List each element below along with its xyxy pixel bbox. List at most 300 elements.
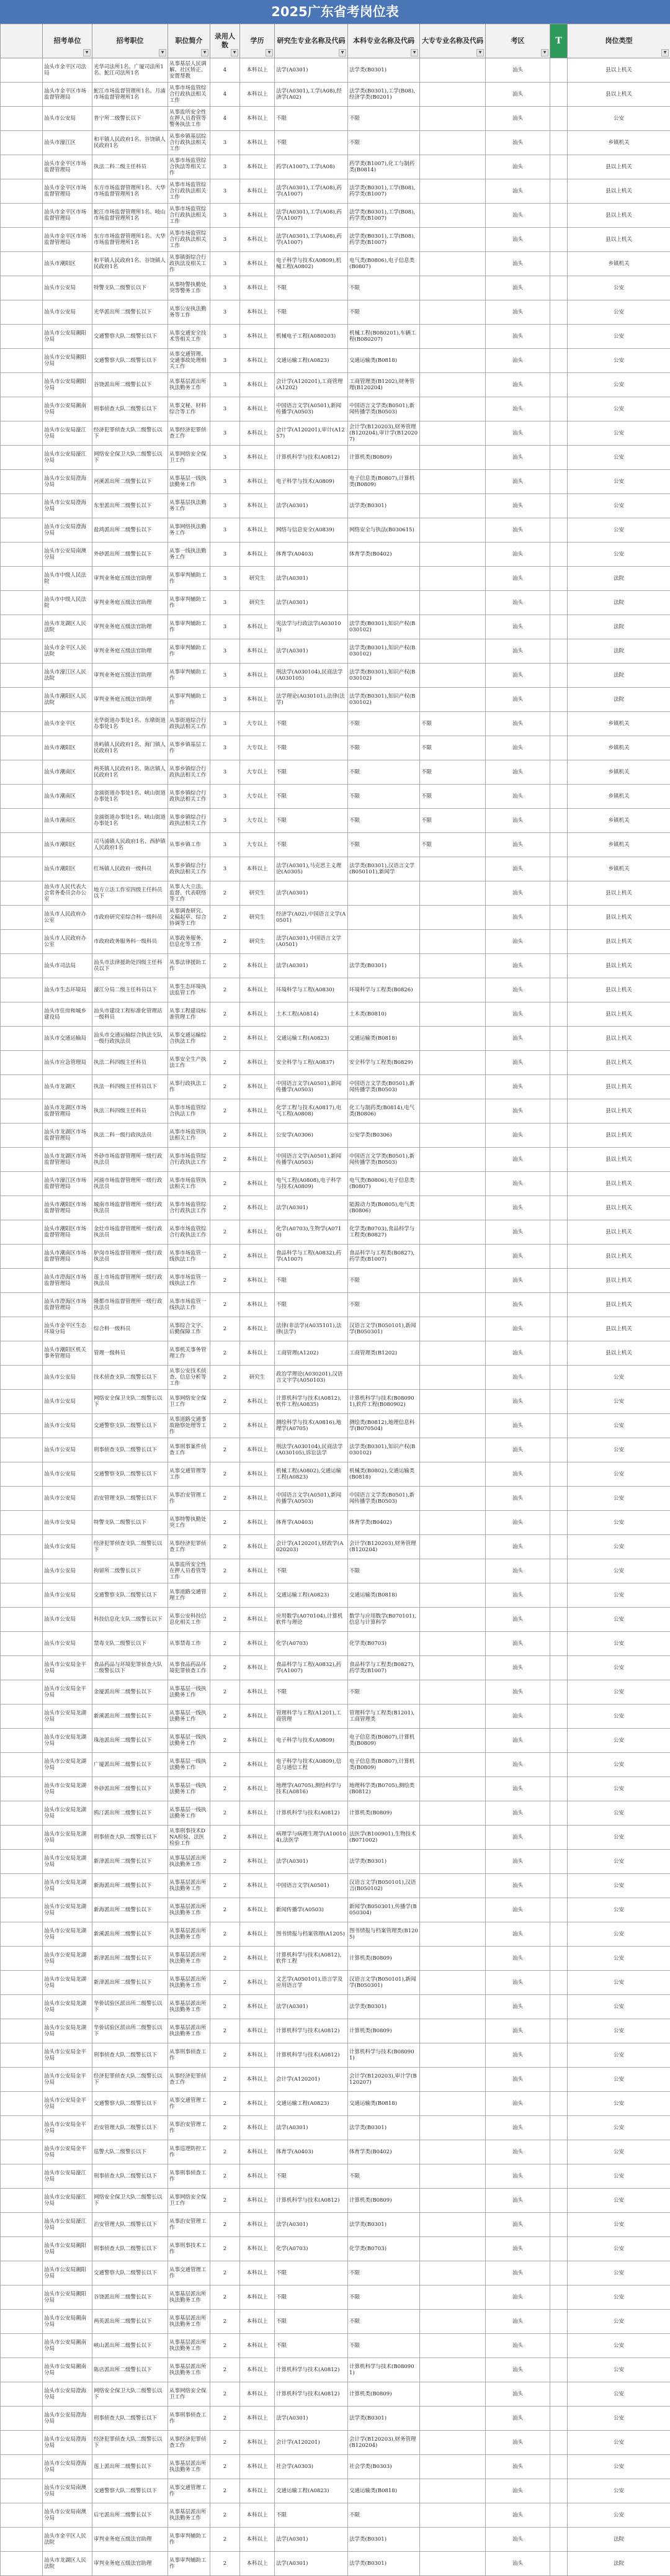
description-cell[interactable]: 从事审判辅助工作	[168, 664, 210, 688]
post-type-cell[interactable]: 公安	[568, 2237, 670, 2261]
col-header-count[interactable]	[210, 24, 240, 58]
education-cell[interactable]: 本科以上	[240, 1317, 275, 1341]
education-cell[interactable]: 本科以上	[240, 1414, 275, 1438]
education-cell[interactable]: 本科以上	[240, 2189, 275, 2213]
college-major-cell[interactable]	[420, 2431, 486, 2455]
unit-cell[interactable]: 汕头市金平区市场监督管理局	[43, 83, 92, 107]
education-cell[interactable]: 本科以上	[240, 1341, 275, 1366]
count-cell[interactable]: 3	[210, 736, 240, 760]
table-row[interactable]	[1, 325, 670, 349]
post-type-cell[interactable]: 公安	[568, 2503, 670, 2528]
education-cell[interactable]: 大专以上	[240, 833, 275, 857]
count-cell[interactable]: 2	[210, 2261, 240, 2286]
education-cell[interactable]: 本科以上	[240, 857, 275, 881]
position-cell[interactable]: 东里派出所二级警长以下	[92, 494, 168, 518]
grad-major-cell[interactable]: 图书情报与档案管理(A1205)	[275, 1922, 348, 1947]
unit-cell[interactable]: 汕头市澄海区市场监督管理局	[43, 1269, 92, 1293]
undergrad-major-cell[interactable]: 公安学类(B0306)	[348, 1124, 420, 1148]
position-cell[interactable]: 特警支队二级警长以下	[92, 1511, 168, 1535]
undergrad-major-cell[interactable]: 法学类(B0301)	[348, 494, 420, 518]
education-cell[interactable]: 本科以上	[240, 83, 275, 107]
college-major-cell[interactable]	[420, 2455, 486, 2479]
description-cell[interactable]: 从事基层人民调解、社区矫正、安置帮教	[168, 58, 210, 83]
undergrad-major-cell[interactable]: 法学类(B0301),知识产权(B030102)	[348, 664, 420, 688]
post-type-cell[interactable]: 公安	[568, 1971, 670, 1995]
education-cell[interactable]: 研究生	[240, 567, 275, 591]
count-cell[interactable]: 2	[210, 2286, 240, 2310]
table-row[interactable]	[1, 857, 670, 881]
unit-cell[interactable]: 汕头市公安局潮南分局	[43, 397, 92, 421]
undergrad-major-cell[interactable]: 不限	[348, 300, 420, 325]
grad-major-cell[interactable]: 会计学(A120201),审计(A1257)	[275, 421, 348, 446]
description-cell[interactable]: 从事市场监管一线执法工作	[168, 1293, 210, 1317]
grad-major-cell[interactable]: 中国语言文学(A0501),新闻传播学(A0503)	[275, 397, 348, 421]
college-major-cell[interactable]	[420, 1656, 486, 1680]
post-type-cell[interactable]: 公安	[568, 1366, 670, 1390]
exam-area-cell[interactable]: 汕头	[486, 397, 550, 421]
undergrad-major-cell[interactable]: 中国语言文学类(B0501),新闻传播学类(B0503)	[348, 1148, 420, 1172]
filter-cell[interactable]	[550, 1947, 568, 1971]
position-cell[interactable]: 网络安全保卫支队二级警长以下	[92, 1390, 168, 1414]
count-cell[interactable]: 2	[210, 1632, 240, 1656]
filter-cell[interactable]	[550, 2310, 568, 2334]
exam-area-cell[interactable]: 汕头	[486, 1148, 550, 1172]
position-cell[interactable]: 新溪派出所二级警长以下	[92, 1922, 168, 1947]
filter-cell[interactable]	[550, 2334, 568, 2358]
unit-cell[interactable]: 汕头市公安局龙湖分局	[43, 1922, 92, 1947]
table-row[interactable]	[1, 2382, 670, 2407]
post-type-cell[interactable]: 法院	[568, 2528, 670, 2552]
exam-area-cell[interactable]: 汕头	[486, 1826, 550, 1850]
description-cell[interactable]: 从事刑事技术工作	[168, 2237, 210, 2261]
position-cell[interactable]: 市政府研究室综合科一级科员	[92, 906, 168, 930]
filter-cell[interactable]	[550, 1438, 568, 1462]
education-cell[interactable]: 本科以上	[240, 349, 275, 373]
table-row[interactable]	[1, 2019, 670, 2043]
education-cell[interactable]: 本科以上	[240, 2455, 275, 2479]
table-row[interactable]	[1, 2407, 670, 2431]
grad-major-cell[interactable]: 法学理论(A030101),法律(法学)	[275, 688, 348, 712]
post-type-cell[interactable]: 公安	[568, 2068, 670, 2092]
grad-major-cell[interactable]: 不限	[275, 107, 348, 131]
exam-area-cell[interactable]: 汕头	[486, 1099, 550, 1124]
table-row[interactable]	[1, 300, 670, 325]
filter-cell[interactable]	[550, 760, 568, 785]
exam-area-cell[interactable]: 汕头	[486, 930, 550, 954]
description-cell[interactable]: 从事基层派出所执法勤务工作	[168, 1922, 210, 1947]
unit-cell[interactable]: 汕头市公安局澄海分局	[43, 2382, 92, 2407]
count-cell[interactable]: 3	[210, 325, 240, 349]
unit-cell[interactable]: 汕头市公安局潮阳分局	[43, 2286, 92, 2310]
college-major-cell[interactable]	[420, 1898, 486, 1922]
filter-cell[interactable]	[550, 591, 568, 615]
college-major-cell[interactable]	[420, 1099, 486, 1124]
college-major-cell[interactable]	[420, 204, 486, 228]
education-cell[interactable]: 本科以上	[240, 494, 275, 518]
college-major-cell[interactable]: 不限	[420, 809, 486, 833]
post-type-cell[interactable]: 公安	[568, 2092, 670, 2116]
post-type-cell[interactable]: 公安	[568, 2407, 670, 2431]
table-row[interactable]	[1, 494, 670, 518]
college-major-cell[interactable]	[420, 1487, 486, 1511]
table-row[interactable]	[1, 155, 670, 179]
unit-cell[interactable]: 汕头市潮阳区	[43, 252, 92, 276]
table-row[interactable]	[1, 1366, 670, 1390]
exam-area-cell[interactable]: 汕头	[486, 809, 550, 833]
exam-area-cell[interactable]: 汕头	[486, 2334, 550, 2358]
undergrad-major-cell[interactable]: 法学类(B0301)	[348, 2528, 420, 2552]
college-major-cell[interactable]	[420, 930, 486, 954]
exam-area-cell[interactable]: 汕头	[486, 664, 550, 688]
grad-major-cell[interactable]: 计算机科学与技术(A0812)	[275, 2358, 348, 2382]
unit-cell[interactable]: 汕头市交通运输局	[43, 1027, 92, 1051]
unit-cell[interactable]: 汕头市金平区司法局	[43, 58, 92, 83]
count-cell[interactable]: 3	[210, 470, 240, 494]
exam-area-cell[interactable]: 汕头	[486, 1390, 550, 1414]
post-type-cell[interactable]: 公安	[568, 2382, 670, 2407]
grad-major-cell[interactable]: 工商管理(A1202)	[275, 1341, 348, 1366]
filter-cell[interactable]	[550, 1317, 568, 1341]
count-cell[interactable]: 2	[210, 1051, 240, 1075]
filter-dropdown-icon[interactable]: ▼	[661, 49, 669, 56]
description-cell[interactable]: 从事基层派出所执法勤务工作	[168, 2310, 210, 2334]
exam-area-cell[interactable]: 汕头	[486, 2068, 550, 2092]
post-type-cell[interactable]: 县以上机关	[568, 1148, 670, 1172]
count-cell[interactable]: 3	[210, 276, 240, 300]
undergrad-major-cell[interactable]: 不限	[348, 131, 420, 155]
position-cell[interactable]: 执法二科四级主任科员	[92, 1051, 168, 1075]
table-row[interactable]	[1, 349, 670, 373]
grad-major-cell[interactable]: 不限	[275, 1680, 348, 1705]
college-major-cell[interactable]	[420, 978, 486, 1002]
undergrad-major-cell[interactable]: 计算机类(B0809)	[348, 1801, 420, 1826]
college-major-cell[interactable]	[420, 2310, 486, 2334]
count-cell[interactable]: 2	[210, 978, 240, 1002]
description-cell[interactable]: 从事法律援助工作	[168, 954, 210, 978]
position-cell[interactable]: 执法三科四级主任科员	[92, 1099, 168, 1124]
education-cell[interactable]: 本科以上	[240, 2358, 275, 2382]
filter-dropdown-icon[interactable]: ▼	[231, 49, 238, 56]
post-type-cell[interactable]: 县以上机关	[568, 1051, 670, 1075]
description-cell[interactable]: 从事市场监管综合行政执法相关工作	[168, 204, 210, 228]
table-row[interactable]	[1, 1826, 670, 1850]
undergrad-major-cell[interactable]: 环境科学与工程类(B0826)	[348, 978, 420, 1002]
unit-cell[interactable]: 汕头市公安局澄海分局	[43, 2407, 92, 2431]
education-cell[interactable]: 本科以上	[240, 1898, 275, 1922]
post-type-cell[interactable]: 县以上机关	[568, 1317, 670, 1341]
exam-area-cell[interactable]: 汕头	[486, 1753, 550, 1777]
college-major-cell[interactable]	[420, 1826, 486, 1850]
filter-cell[interactable]	[550, 1172, 568, 1196]
post-type-cell[interactable]: 公安	[568, 1850, 670, 1874]
education-cell[interactable]: 本科以上	[240, 1608, 275, 1632]
description-cell[interactable]: 从事市场监管一线执法工作	[168, 1269, 210, 1293]
description-cell[interactable]: 从事乡镇基层工作	[168, 736, 210, 760]
count-cell[interactable]: 2	[210, 2237, 240, 2261]
table-row[interactable]	[1, 930, 670, 954]
post-type-cell[interactable]: 县以上机关	[568, 954, 670, 978]
college-major-cell[interactable]	[420, 228, 486, 252]
description-cell[interactable]: 从事政务服务、信息化等工作	[168, 930, 210, 954]
filter-cell[interactable]	[550, 2552, 568, 2576]
filter-cell[interactable]	[550, 397, 568, 421]
post-type-cell[interactable]: 公安	[568, 1995, 670, 2019]
exam-area-cell[interactable]: 汕头	[486, 446, 550, 470]
education-cell[interactable]: 本科以上	[240, 470, 275, 494]
college-major-cell[interactable]	[420, 107, 486, 131]
unit-cell[interactable]: 汕头市公安局澄海分局	[43, 2431, 92, 2455]
position-cell[interactable]: 东方市场监督管理所1名、大华市场监督管理所1名	[92, 228, 168, 252]
grad-major-cell[interactable]: 公安学(A0306)	[275, 1124, 348, 1148]
undergrad-major-cell[interactable]	[348, 930, 420, 954]
description-cell[interactable]: 从事乡镇综合行政执法相关工作	[168, 785, 210, 809]
position-cell[interactable]: 治安管理大队二级警长以下	[92, 2213, 168, 2237]
undergrad-major-cell[interactable]: 不限	[348, 2164, 420, 2189]
exam-area-cell[interactable]: 汕头	[486, 688, 550, 712]
count-cell[interactable]: 3	[210, 446, 240, 470]
table-row[interactable]	[1, 978, 670, 1002]
education-cell[interactable]: 大专以上	[240, 712, 275, 736]
position-cell[interactable]: 特警支队二级警长以下	[92, 276, 168, 300]
count-cell[interactable]: 3	[210, 785, 240, 809]
education-cell[interactable]: 本科以上	[240, 1995, 275, 2019]
college-major-cell[interactable]	[420, 2189, 486, 2213]
filter-cell[interactable]	[550, 446, 568, 470]
description-cell[interactable]: 从事基层一线执法勤务工作	[168, 1777, 210, 1801]
post-type-cell[interactable]: 公安	[568, 373, 670, 397]
grad-major-cell[interactable]: 管理科学与工程(A1201),工商管理	[275, 1705, 348, 1729]
position-cell[interactable]: 交通警察大队二级警长以下	[92, 325, 168, 349]
unit-cell[interactable]: 汕头市公安局澄海分局	[43, 518, 92, 543]
grad-major-cell[interactable]: 不限	[275, 833, 348, 857]
unit-cell[interactable]: 汕头市龙湖区市场监督管理局	[43, 1148, 92, 1172]
college-major-cell[interactable]	[420, 2552, 486, 2576]
position-cell[interactable]: 综合科一级科员	[92, 1317, 168, 1341]
grad-major-cell[interactable]: 不限	[275, 2164, 348, 2189]
unit-cell[interactable]: 汕头市公安局	[43, 1632, 92, 1656]
exam-area-cell[interactable]: 汕头	[486, 2189, 550, 2213]
education-cell[interactable]: 本科以上	[240, 2092, 275, 2116]
undergrad-major-cell[interactable]: 法学类(B0301),知识产权(B030102)	[348, 1438, 420, 1462]
post-type-cell[interactable]: 乡镇机关	[568, 857, 670, 881]
college-major-cell[interactable]	[420, 1293, 486, 1317]
education-cell[interactable]: 本科以上	[240, 300, 275, 325]
filter-cell[interactable]	[550, 1559, 568, 1583]
position-cell[interactable]: 外砂市场监督管理所一级行政执法员	[92, 1148, 168, 1172]
position-cell[interactable]: 汕头市法律援助处四级主任科员以下	[92, 954, 168, 978]
unit-cell[interactable]: 汕头市濠江区市场监督管理局	[43, 1172, 92, 1196]
count-cell[interactable]: 2	[210, 2431, 240, 2455]
filter-cell[interactable]	[550, 1874, 568, 1898]
table-row[interactable]	[1, 2334, 670, 2358]
count-cell[interactable]: 4	[210, 83, 240, 107]
unit-cell[interactable]: 汕头市公安局龙湖分局	[43, 1705, 92, 1729]
college-major-cell[interactable]	[420, 1632, 486, 1656]
position-cell[interactable]: 刑事侦查大队二级警长以下	[92, 2237, 168, 2261]
undergrad-major-cell[interactable]: 不限	[348, 2310, 420, 2334]
education-cell[interactable]: 大专以上	[240, 736, 275, 760]
grad-major-cell[interactable]: 会计学(A120201),工商管理(A1202)	[275, 373, 348, 397]
exam-area-cell[interactable]: 汕头	[486, 1487, 550, 1511]
education-cell[interactable]: 本科以上	[240, 2116, 275, 2140]
undergrad-major-cell[interactable]: 汉语言文学(B050101),汉语言(B050102)	[348, 1874, 420, 1898]
grad-major-cell[interactable]: 法学(A0301)	[275, 1995, 348, 2019]
grad-major-cell[interactable]: 法学(A0301)	[275, 2528, 348, 2552]
undergrad-major-cell[interactable]: 不限	[348, 107, 420, 131]
count-cell[interactable]: 3	[210, 518, 240, 543]
description-cell[interactable]: 从事基层派出所执法勤务工作	[168, 2455, 210, 2479]
post-type-cell[interactable]: 公安	[568, 1487, 670, 1511]
post-type-cell[interactable]: 县以上机关	[568, 1220, 670, 1245]
filter-cell[interactable]	[550, 1196, 568, 1220]
college-major-cell[interactable]	[420, 1874, 486, 1898]
unit-cell[interactable]: 汕头市公安局	[43, 1438, 92, 1462]
count-cell[interactable]: 3	[210, 179, 240, 204]
grad-major-cell[interactable]: 化学(A0703)	[275, 1632, 348, 1656]
unit-cell[interactable]: 汕头市公安局濠江分局	[43, 2213, 92, 2237]
table-row[interactable]	[1, 1680, 670, 1705]
unit-cell[interactable]: 汕头市公安局	[43, 1608, 92, 1632]
description-cell[interactable]: 从事市场监管一线执法工作	[168, 1245, 210, 1269]
post-type-cell[interactable]: 公安	[568, 494, 670, 518]
table-row[interactable]	[1, 712, 670, 736]
unit-cell[interactable]: 汕头市潮南区	[43, 809, 92, 833]
grad-major-cell[interactable]: 中国语言文学(A0501),新闻传播学(A0503)	[275, 1487, 348, 1511]
undergrad-major-cell[interactable]: 交通运输类(B0818)	[348, 2479, 420, 2503]
grad-major-cell[interactable]: 不限	[275, 2310, 348, 2334]
undergrad-major-cell[interactable]: 食品科学与工程类(B0827),药学类(B1007)	[348, 1656, 420, 1680]
description-cell[interactable]: 从事监所安全性在押人员看管等警务执法工作	[168, 107, 210, 131]
grad-major-cell[interactable]: 法学(A0301)	[275, 58, 348, 83]
count-cell[interactable]: 2	[210, 1366, 240, 1390]
table-row[interactable]	[1, 1124, 670, 1148]
grad-major-cell[interactable]: 法学(A0301)	[275, 2407, 348, 2431]
grad-major-cell[interactable]: 不限	[275, 1559, 348, 1583]
table-row[interactable]	[1, 1075, 670, 1099]
education-cell[interactable]: 本科以上	[240, 1801, 275, 1826]
exam-area-cell[interactable]: 汕头	[486, 906, 550, 930]
exam-area-cell[interactable]: 汕头	[486, 712, 550, 736]
exam-area-cell[interactable]: 汕头	[486, 228, 550, 252]
post-type-cell[interactable]: 公安	[568, 1414, 670, 1438]
filter-cell[interactable]	[550, 2068, 568, 2092]
post-type-cell[interactable]: 公安	[568, 349, 670, 373]
description-cell[interactable]: 从事网络安全保卫工作	[168, 1390, 210, 1414]
grad-major-cell[interactable]: 计算机科学与技术(A0812)	[275, 1801, 348, 1826]
education-cell[interactable]: 本科以上	[240, 1148, 275, 1172]
grad-major-cell[interactable]: 病理学与病理生理学(A100104),法医学	[275, 1826, 348, 1850]
filter-cell[interactable]	[550, 1341, 568, 1366]
undergrad-major-cell[interactable]: 不限	[348, 276, 420, 300]
table-row[interactable]	[1, 1002, 670, 1027]
education-cell[interactable]: 本科以上	[240, 2382, 275, 2407]
undergrad-major-cell[interactable]: 交通运输类(B0818)	[348, 349, 420, 373]
position-cell[interactable]: 禁毒支队二级警长以下	[92, 1632, 168, 1656]
post-type-cell[interactable]: 县以上机关	[568, 881, 670, 906]
table-row[interactable]	[1, 1801, 670, 1826]
college-major-cell[interactable]: 不限	[420, 785, 486, 809]
post-type-cell[interactable]: 公安	[568, 2310, 670, 2334]
table-row[interactable]	[1, 809, 670, 833]
undergrad-major-cell[interactable]: 计算机科学与技术(B080901)	[348, 2358, 420, 2382]
exam-area-cell[interactable]: 汕头	[486, 252, 550, 276]
count-cell[interactable]: 3	[210, 494, 240, 518]
count-cell[interactable]: 2	[210, 1777, 240, 1801]
exam-area-cell[interactable]: 汕头	[486, 2455, 550, 2479]
college-major-cell[interactable]	[420, 2068, 486, 2092]
description-cell[interactable]: 从事生态环境执法监管工作	[168, 978, 210, 1002]
filter-cell[interactable]	[550, 2407, 568, 2431]
description-cell[interactable]: 从事交通管理工作	[168, 2092, 210, 2116]
exam-area-cell[interactable]: 汕头	[486, 833, 550, 857]
position-cell[interactable]: 网络安全保卫大队二级警长以下	[92, 446, 168, 470]
grad-major-cell[interactable]: 法学(A0301)	[275, 1850, 348, 1874]
description-cell[interactable]: 从事基层派出所执法勤务工作	[168, 1898, 210, 1922]
description-cell[interactable]: 从事基层派出所执法勤务工作	[168, 2334, 210, 2358]
college-major-cell[interactable]	[420, 397, 486, 421]
post-type-cell[interactable]: 公安	[568, 1753, 670, 1777]
grad-major-cell[interactable]: 中国语言文学(A0501),新闻传播学(A0503)	[275, 1075, 348, 1099]
count-cell[interactable]: 2	[210, 1269, 240, 1293]
position-cell[interactable]: 管理一级科员	[92, 1341, 168, 1366]
undergrad-major-cell[interactable]: 汉语言文学(B050101),新闻学(B050301)	[348, 1971, 420, 1995]
exam-area-cell[interactable]: 汕头	[486, 1438, 550, 1462]
position-cell[interactable]: 隆都市场监督管理所一级行政执法员	[92, 1293, 168, 1317]
description-cell[interactable]: 从事审判辅助工作	[168, 688, 210, 712]
grad-major-cell[interactable]: 经济学(A02),中国语言文学(A0501)	[275, 906, 348, 930]
position-cell[interactable]: 金厦派出所二级警长以下	[92, 1680, 168, 1705]
table-row[interactable]	[1, 252, 670, 276]
position-cell[interactable]: 审判业务庭五级法官助理	[92, 639, 168, 664]
unit-cell[interactable]: 汕头市金平区市场监督管理局	[43, 228, 92, 252]
count-cell[interactable]: 2	[210, 1220, 240, 1245]
table-row[interactable]	[1, 1438, 670, 1462]
count-cell[interactable]: 2	[210, 1922, 240, 1947]
post-type-cell[interactable]: 县以上机关	[568, 906, 670, 930]
exam-area-cell[interactable]: 汕头	[486, 107, 550, 131]
education-cell[interactable]: 本科以上	[240, 1947, 275, 1971]
table-row[interactable]	[1, 58, 670, 83]
position-cell[interactable]: 珠池派出所二级警长以下	[92, 1729, 168, 1753]
unit-cell[interactable]: 汕头市公安局龙湖分局	[43, 1753, 92, 1777]
college-major-cell[interactable]	[420, 615, 486, 639]
grad-major-cell[interactable]: 食品科学与工程(A0832),药学(A1007)	[275, 1656, 348, 1680]
table-row[interactable]	[1, 1535, 670, 1559]
description-cell[interactable]: 从事市场监管综合执法工作	[168, 1099, 210, 1124]
post-type-cell[interactable]: 乡镇机关	[568, 785, 670, 809]
post-type-cell[interactable]: 县以上机关	[568, 1172, 670, 1196]
post-type-cell[interactable]: 公安	[568, 446, 670, 470]
table-row[interactable]	[1, 2503, 670, 2528]
unit-cell[interactable]: 汕头市公安局南澳分局	[43, 2503, 92, 2528]
post-type-cell[interactable]: 法院	[568, 591, 670, 615]
exam-area-cell[interactable]: 汕头	[486, 591, 550, 615]
post-type-cell[interactable]: 法院	[568, 688, 670, 712]
grad-major-cell[interactable]: 计算机科学与技术(A0812)	[275, 2019, 348, 2043]
filter-cell[interactable]	[550, 2358, 568, 2382]
education-cell[interactable]: 本科以上	[240, 2431, 275, 2455]
active-filter-icon[interactable]: T	[550, 24, 568, 58]
post-type-cell[interactable]: 乡镇机关	[568, 760, 670, 785]
undergrad-major-cell[interactable]	[348, 1366, 420, 1390]
grad-major-cell[interactable]: 不限	[275, 2286, 348, 2310]
unit-cell[interactable]: 汕头市潮阳区机关事务管理局	[43, 1341, 92, 1366]
undergrad-major-cell[interactable]: 法学类(B0301),知识产权(B030102)	[348, 639, 420, 664]
position-cell[interactable]: 审判业务庭五级法官助理	[92, 567, 168, 591]
position-cell[interactable]: 河溪派出所二级警长以下	[92, 470, 168, 494]
table-row[interactable]	[1, 688, 670, 712]
college-major-cell[interactable]	[420, 2019, 486, 2043]
